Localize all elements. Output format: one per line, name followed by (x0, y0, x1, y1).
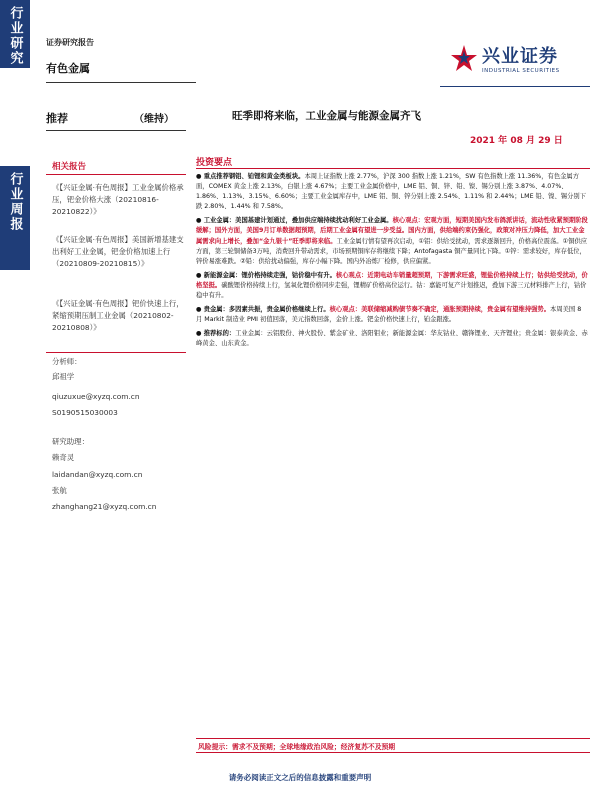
investment-points (196, 172, 588, 354)
logo-en: INDUSTRIAL SECURITIES (482, 68, 560, 74)
footer-disclaimer[interactable]: 请务必阅读正文之后的信息披露和重要声明 (228, 773, 372, 782)
point-4: ● 贵金属：多因素共振，贵金属价格继续上行。核心观点：美联储缩减购债节奏不确定，通胀预期持续，贵金属有望维持强势。本周美国 8 月 Markit 制造业 PMI 初值回落，美元指数回落，金价上涨。钯金价格快速上行，铂金跟涨。 (196, 306, 582, 324)
report-title: 旺季即将来临，工业金属与能源金属齐飞 (232, 110, 421, 122)
assistant-heading: 研究助理： (52, 437, 89, 446)
report-type: 证券研究报告 (46, 38, 94, 47)
report-date: 2021 年 08 月 29 日 (470, 136, 563, 146)
point-2: ● 工业金属：美国基建计划通过，叠加供应端持续扰动利好工业金属。核心观点：宏观方面，短期美国内发布鸽派讲话，流动性收紧预期阶段缓解；国外方面，美国9月订单数据超预期，后期工业金属有望进一步受益。国内方面，供给端约束仍强化，政策对冲压力降低，加大工业金属需求向上增长，叠加“金九银十”旺季即将来临。工业金属行情有望再次启动，①铝：供给受扰动，需求逐渐回升，价格高位震荡。①铜供应方面，第三轮铜储备3万吨，消费回升带动需求，市场预期铜库存将继续下降；Antofagasta 铜产量同比下降。①锌：需求较好，库存低位，锌价易涨难跌。②铅：供给扰动偏强，库存小幅下降。国内外冶炼厂检修，供应偏紧。 (196, 217, 588, 265)
point-3: ● 新能源金属：锂价格持续走强，钴价稳中有升。核心观点：近期电动车销量超预期，下游需求旺盛，锂盐价格持续上行；钴供给受扰动，价格坚挺。碳酸锂价格持续上行，氢氧化锂价格同步走强，锂精矿价格高位运行。钴：嘉能可复产计划推迟，叠加下游三元材料排产上行，钴价稳中有升。 (196, 271, 588, 300)
assistant-email-2[interactable]: zhanghang21@xyzq.com.cn (52, 502, 157, 511)
analyst-email[interactable]: qiuzuxue@xyzq.com.cn (52, 392, 140, 401)
related-report-1[interactable]: 《【兴证金属·有色周报】工业金属价格承压，钯金价格大涨（20210816-20210822）》 (52, 183, 184, 216)
company-logo (450, 42, 560, 74)
rating-label: 推荐 (46, 112, 68, 125)
sector-name: 有色金属 (46, 62, 90, 75)
related-report-2[interactable]: 《【兴证金属·有色周报】美国新增基建支出利好工业金属，钯金价格加速上行（20210809-20210815）》 (52, 235, 184, 268)
logo-cn: 兴业证券 (482, 46, 558, 67)
analyst-name: 邱祖学 (52, 372, 75, 381)
analyst-heading: 分析师： (52, 357, 82, 366)
related-heading: 相关报告 (52, 162, 87, 172)
industry-weekly-tab: 行业周报 (0, 166, 30, 270)
points-heading: 投资要点 (196, 158, 233, 168)
assistant-email-1[interactable]: laidandan@xyzq.com.cn (52, 470, 143, 479)
assistant-name-1: 赖奇灵 (52, 453, 75, 462)
related-report-3[interactable]: 《【兴证金属·有色周报】钯价快速上行，紧缩预期压制工业金属（20210802-20210808）》 (52, 299, 184, 332)
rating-status: （维持） (134, 114, 174, 125)
point-1: ● 重点推荐钢铝、铂锂和黄金类板块。本周上证指数上涨 2.77%，沪深 300 指数上涨 1.21%，SW 有色指数上涨 11.36%，有色金属方面，COMEX 黄金上涨 2.13%，白银上涨 4.67%；主要工业金属价格中，LME 铝、铜、锌、铅、镍、锡分别上涨 3.87%、4.07%、1.86%、1.13%、3.15%、6.60%；主要工业金属库存中，LME 铝、铜、锌分别上涨 2.54%、1.11% 和 2.44%；LME 铅、镍、锡分别下跌 2.80%、1.44% 和 7.58%。 (196, 173, 586, 211)
risk-warning: 风险提示：需求不及预期；全球地缘政治风险；经济复苏不及预期 (198, 743, 396, 751)
point-5: ● 推荐标的：工业金属：云铝股份、神火股份、紫金矿业、洛阳钼业；新能源金属：华友钴业、赣锋锂业、天齐锂业；贵金属：银泰黄金、赤峰黄金、山东黄金。 (196, 330, 588, 348)
assistant-name-2: 张航 (52, 486, 67, 495)
industry-research-tab: 行业研究 (0, 0, 30, 68)
logo-star-icon (450, 44, 478, 72)
analyst-cert: S0190515030003 (52, 408, 118, 417)
